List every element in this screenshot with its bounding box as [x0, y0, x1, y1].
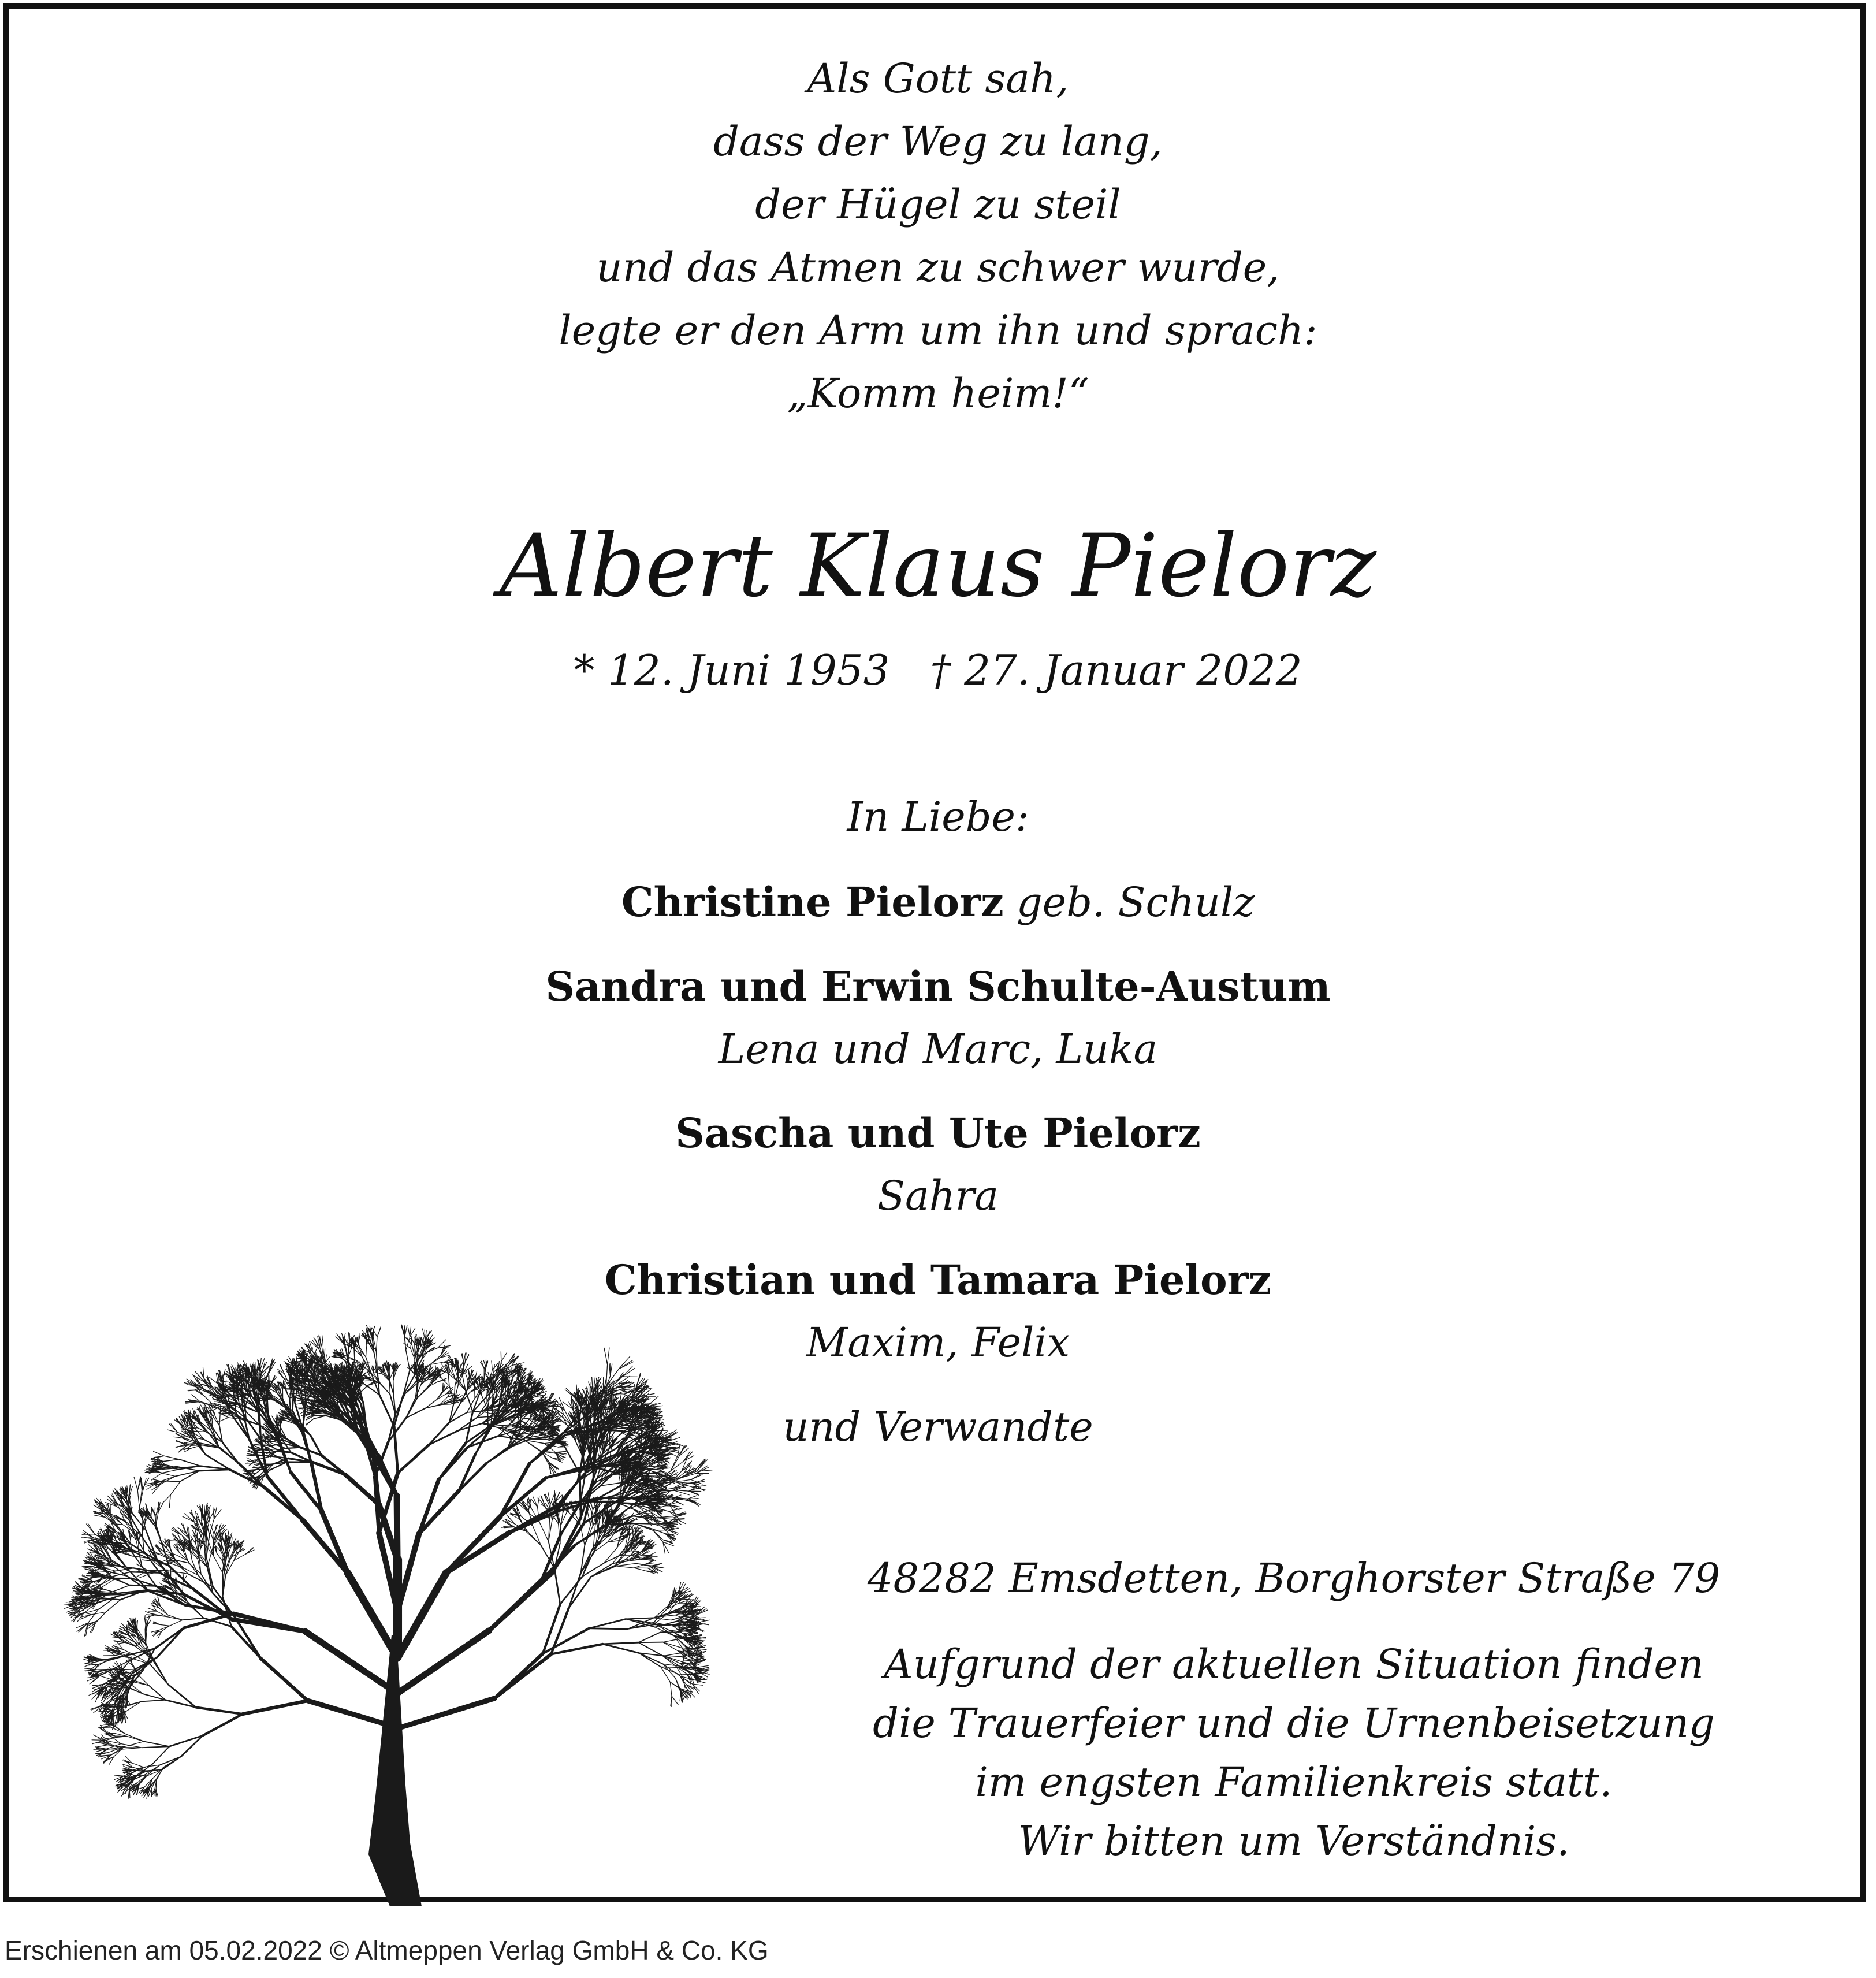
poem-line: Als Gott sah, [807, 55, 1069, 102]
deceased-name: Albert Klaus Pielorz [499, 516, 1377, 616]
notice-line: Aufgrund der aktuellen Situation finden [884, 1641, 1704, 1688]
tree-icon [52, 1288, 716, 1906]
family-children: Maxim, Felix [806, 1319, 1070, 1366]
poem [0, 47, 1876, 425]
death-date: † 27. Januar 2022 [930, 646, 1302, 694]
family-name: Sandra und Erwin Schulte-Austum [545, 962, 1331, 1010]
notice-line: die Trauerfeier und die Urnenbeisetzung [873, 1700, 1715, 1747]
birth-date: * 12. Juni 1953 [574, 646, 890, 694]
poem-line: dass der Weg zu lang, [713, 118, 1163, 165]
notice-line: Wir bitten um Verständnis. [1018, 1817, 1570, 1865]
poem-line: „Komm heim!“ [787, 370, 1089, 417]
life-dates [0, 641, 1876, 699]
spouse-maiden-name: geb. Schulz [1017, 879, 1255, 926]
poem-line: und das Atmen zu schwer wurde, [596, 244, 1280, 291]
notice-line: im engsten Familienkreis statt. [975, 1758, 1613, 1806]
family-children: Lena und Marc, Luka [718, 1025, 1158, 1073]
poem-line: der Hügel zu steil [755, 181, 1121, 228]
mourners-intro: In Liebe: [847, 793, 1029, 841]
relatives-line: und Verwandte [783, 1403, 1093, 1451]
family-name: Christian und Tamara Pielorz [604, 1256, 1272, 1304]
poem-line: legte er den Arm um ihn und sprach: [559, 307, 1317, 354]
address: 48282 Emsdetten, Borghorster Straße 79 [867, 1555, 1721, 1602]
family-children: Sahra [877, 1172, 999, 1219]
spouse-name: Christine Pielorz [621, 878, 1004, 926]
spouse-line [0, 871, 1876, 934]
family-name: Sascha und Ute Pielorz [675, 1109, 1201, 1157]
publication-footer: Erschienen am 05.02.2022 © Altmeppen Verlag GmbH & Co. KG [5, 1935, 769, 1965]
funeral-notice [768, 1635, 1819, 1871]
